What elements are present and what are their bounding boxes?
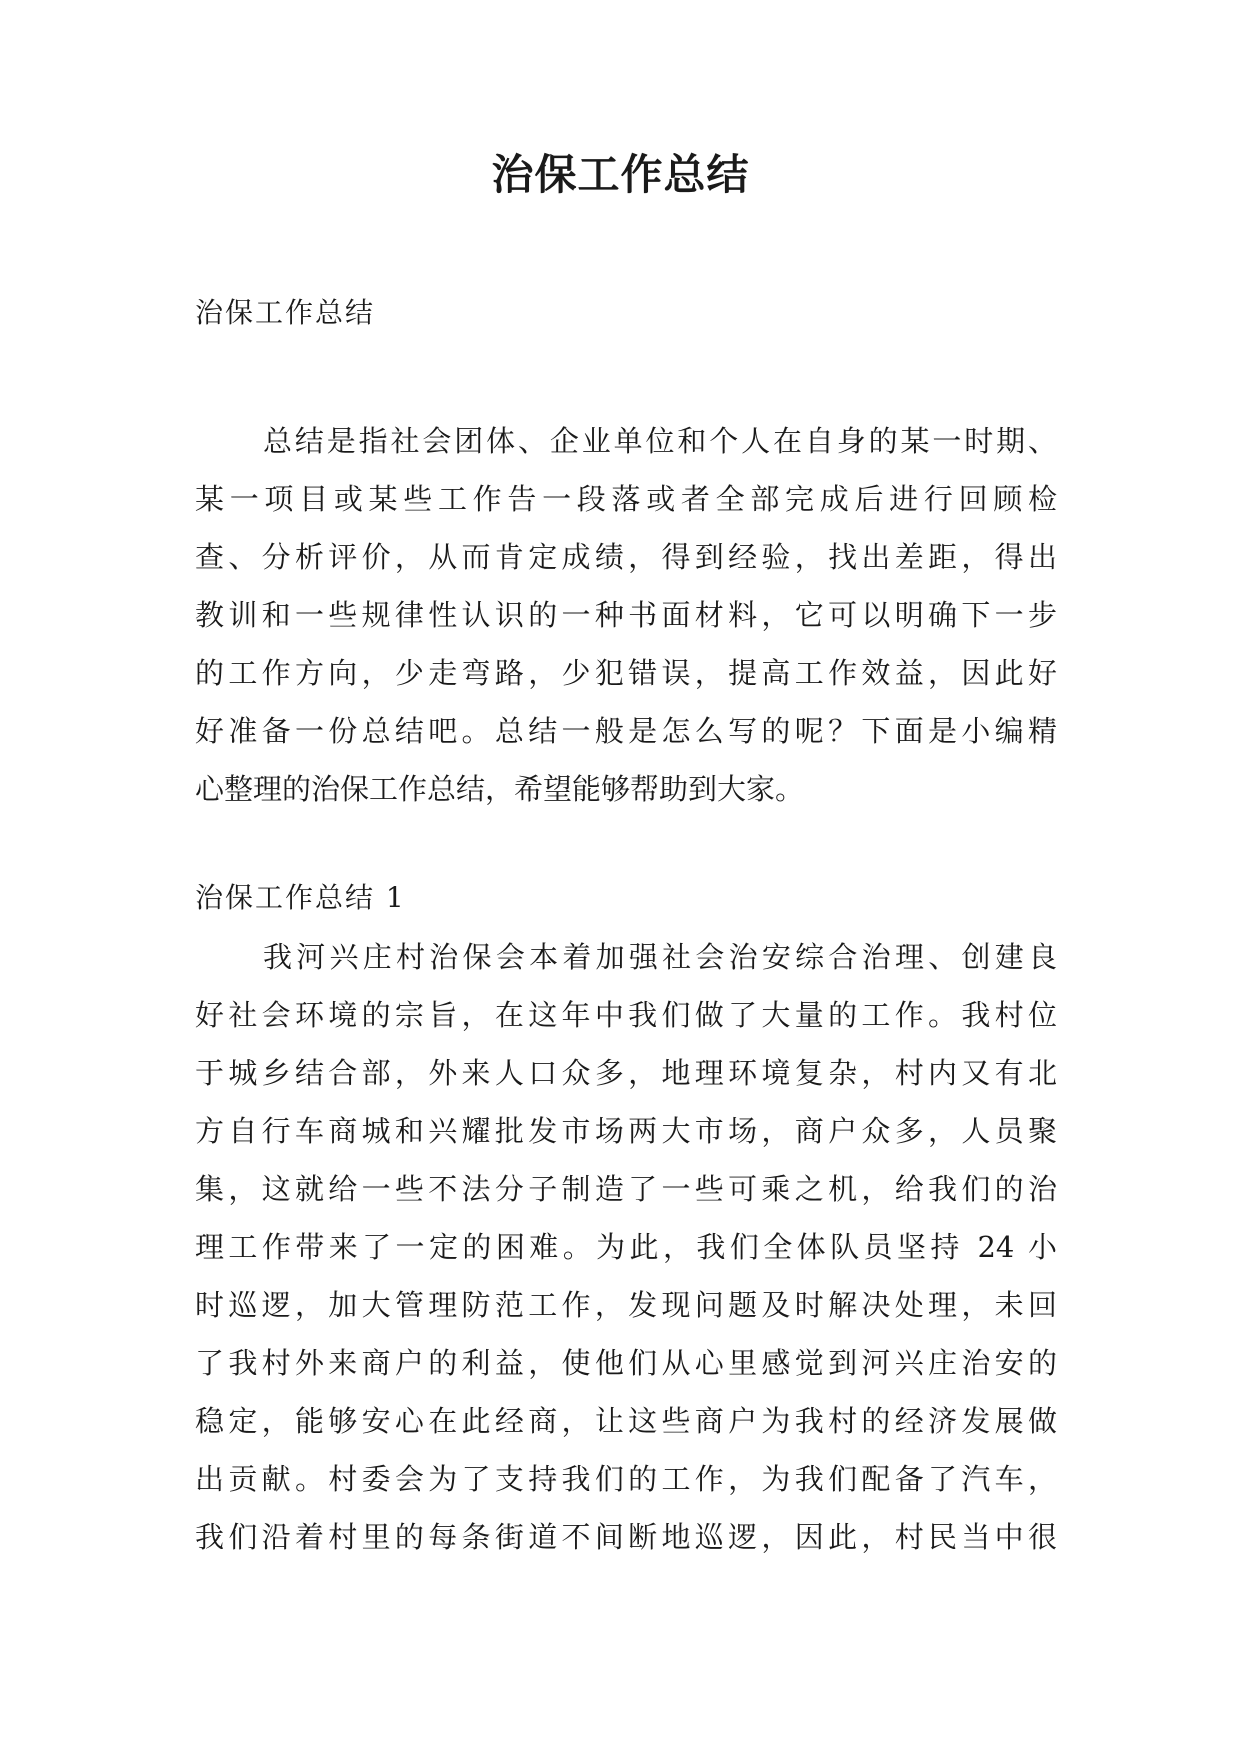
intro-paragraph (195, 412, 1057, 818)
paragraph-line: 心整理的治保工作总结，希望能够帮助到大家。 (195, 772, 805, 806)
paragraph-line: 出贡献。村委会为了支持我们的工作，为我们配备了汽车， (195, 1462, 1057, 1496)
paragraph-line: 好社会环境的宗旨，在这年中我们做了大量的工作。我村位 (195, 998, 1057, 1032)
paragraph-line: 教训和一些规律性认识的一种书面材料，它可以明确下一步 (195, 598, 1057, 632)
paragraph-line: 方自行车商城和兴耀批发市场两大市场，商户众多，人员聚 (195, 1114, 1057, 1148)
section-paragraph (195, 928, 1057, 1566)
section-heading: 治保工作总结 1 (195, 881, 406, 914)
paragraph-line: 理工作带来了一定的困难。为此，我们全体队员坚持 24 小 (195, 1230, 1057, 1264)
document-title: 治保工作总结 (491, 150, 750, 199)
paragraph-line: 查、分析评价，从而肯定成绩，得到经验，找出差距，得出 (195, 540, 1057, 574)
paragraph-line: 的工作方向，少走弯路，少犯错误，提高工作效益，因此好 (195, 656, 1057, 690)
paragraph-line: 了我村外来商户的利益，使他们从心里感觉到河兴庄治安的 (195, 1346, 1057, 1380)
paragraph-line: 于城乡结合部，外来人口众多，地理环境复杂，村内又有北 (195, 1056, 1057, 1090)
paragraph-line: 总结是指社会团体、企业单位和个人在自身的某一时期、 (263, 424, 1057, 458)
paragraph-line: 我们沿着村里的每条街道不间断地巡逻，因此，村民当中很 (195, 1520, 1057, 1554)
paragraph-line: 时巡逻，加大管理防范工作，发现问题及时解决处理，未回 (195, 1288, 1057, 1322)
paragraph-line: 集，这就给一些不法分子制造了一些可乘之机，给我们的治 (195, 1172, 1057, 1206)
paragraph-line: 某一项目或某些工作告一段落或者全部完成后进行回顾检 (195, 482, 1057, 516)
paragraph-line: 我河兴庄村治保会本着加强社会治安综合治理、创建良 (263, 940, 1057, 974)
document-subtitle: 治保工作总结 (195, 296, 376, 329)
paragraph-line: 稳定，能够安心在此经商，让这些商户为我村的经济发展做 (195, 1404, 1057, 1438)
paragraph-line: 好准备一份总结吧。总结一般是怎么写的呢？下面是小编精 (195, 714, 1057, 748)
